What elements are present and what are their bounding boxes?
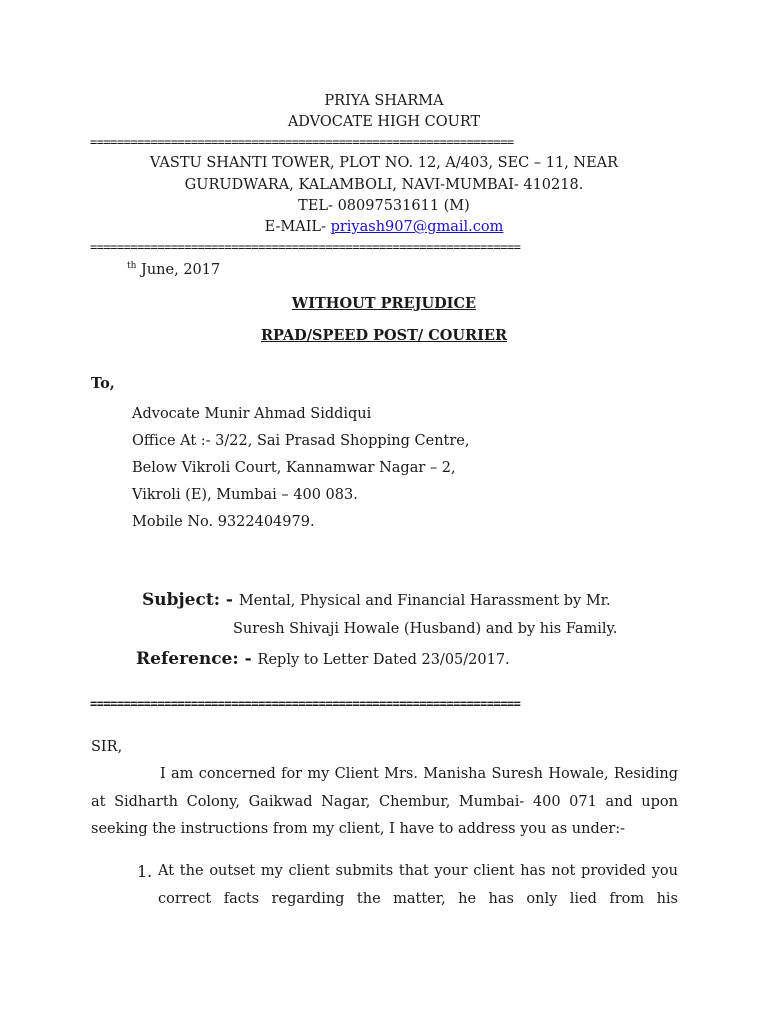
address-line-2: GURUDWARA, KALAMBOLI, NAVI-MUMBAI- 410218.: [184, 177, 584, 193]
subject-line-2: Suresh Shivaji Howale (Husband) and by his Family.: [233, 621, 618, 637]
header-separator-2: ================================================================: [90, 240, 521, 254]
reference-label: Reference: -: [136, 649, 258, 669]
recipient-line: Advocate Munir Ahmad Siddiqui: [132, 406, 372, 422]
subject-label: Subject: -: [142, 590, 239, 610]
paragraph-line: I am concerned for my Client Mrs. Manisha Suresh Howale, Residing: [160, 766, 678, 782]
paragraph-line: seeking the instructions from my client, I have to address you as under:-: [91, 821, 626, 837]
to-label: To,: [91, 375, 115, 392]
subject-text: Mental, Physical and Financial Harassment by Mr.: [238, 593, 611, 609]
email-link[interactable]: priyash907@gmail.com: [330, 219, 504, 235]
telephone: TEL- 08097531611 (M): [298, 198, 470, 214]
advocate-name: PRIYA SHARMA: [324, 93, 444, 109]
header-separator: ===============================================================: [90, 135, 514, 149]
recipient-line: Below Vikroli Court, Kannamwar Nagar – 2,: [132, 460, 456, 476]
date-text: June, 2017: [136, 261, 221, 278]
without-prejudice-title: WITHOUT PREJUDICE: [291, 295, 477, 312]
salutation: SIR,: [91, 739, 123, 755]
list-item-line: correct facts regarding the matter, he has only lied from his: [158, 891, 678, 907]
letter-date: [127, 261, 220, 278]
delivery-mode-title: RPAD/SPEED POST/ COURIER: [260, 327, 507, 344]
list-item-number: 1.: [137, 862, 153, 881]
recipient-line: Mobile No. 9322404979.: [132, 514, 315, 530]
email-prefix: E-MAIL-: [264, 219, 331, 235]
subject-line-1: [142, 590, 611, 610]
paragraph-line: at Sidharth Colony, Gaikwad Nagar, Chembur, Mumbai- 400 071 and upon: [91, 794, 678, 810]
recipient-line: Office At :- 3/22, Sai Prasad Shopping Centre,: [132, 433, 470, 449]
email-line: [0, 219, 768, 235]
address-line-1: VASTU SHANTI TOWER, PLOT NO. 12, A/403, SEC – 11, NEAR: [149, 155, 619, 171]
advocate-designation: ADVOCATE HIGH COURT: [287, 114, 481, 130]
date-superscript: th: [127, 261, 137, 271]
reference-text: Reply to Letter Dated 23/05/2017.: [257, 652, 510, 668]
recipient-line: Vikroli (E), Mumbai – 400 083.: [132, 487, 358, 503]
reference-line: [136, 649, 510, 669]
list-item-line: At the outset my client submits that your client has not provided you: [158, 863, 678, 879]
body-divider: ================================================================: [90, 697, 521, 711]
